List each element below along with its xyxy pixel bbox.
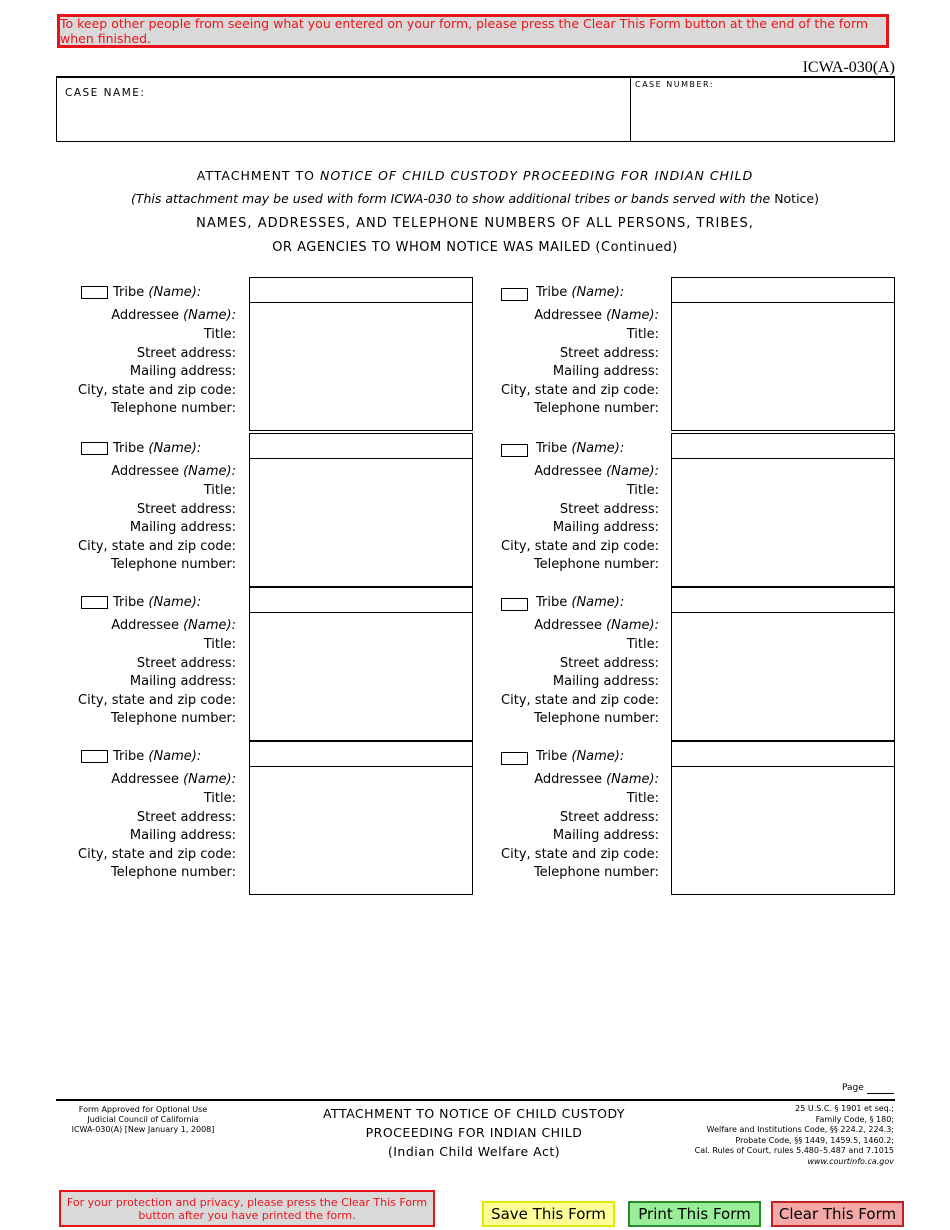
addressee-label — [534, 618, 659, 633]
addressee-details-field[interactable] — [671, 302, 895, 431]
addressee-label — [111, 464, 236, 479]
tribe-label-italic: (Name): — [148, 441, 202, 456]
addressee-label-text: Addressee — [111, 772, 184, 787]
citation-line: Welfare and Institutions Code, §§ 224.2, 224.3; — [706, 1125, 894, 1134]
addressee-details-field[interactable] — [249, 302, 473, 431]
tribe-name-label — [536, 749, 624, 764]
city-label: City, state and zip code: — [501, 538, 659, 554]
tribe-label-text: Tribe — [113, 441, 149, 456]
telephone-label: Telephone number: — [110, 865, 236, 881]
addressee-label-italic: (Name): — [606, 618, 659, 633]
title-label: Title: — [203, 327, 236, 342]
city-label: City, state and zip code: — [501, 692, 659, 708]
case-number-label: CASE NUMBER: — [635, 80, 715, 89]
tribe-name-label — [113, 441, 201, 456]
footer-left-line: Judicial Council of California — [87, 1115, 199, 1124]
mailing-label: Mailing address: — [552, 674, 659, 690]
city-label: City, state and zip code: — [78, 382, 236, 398]
case-name-label: CASE NAME: — [65, 87, 146, 99]
tribe-checkbox[interactable] — [81, 750, 108, 763]
city-label: City, state and zip code: — [78, 538, 236, 554]
mailing-label: Mailing address: — [129, 520, 236, 536]
tribe-checkbox[interactable] — [81, 286, 108, 299]
tribe-name-field[interactable] — [671, 741, 895, 767]
addressee-label — [111, 618, 236, 633]
addressee-label — [534, 772, 659, 787]
tribe-name-field[interactable] — [249, 741, 473, 767]
tribe-name-label — [113, 595, 201, 610]
addressee-label-italic: (Name): — [183, 308, 236, 323]
tribe-checkbox[interactable] — [501, 444, 528, 457]
addressee-details-field[interactable] — [249, 612, 473, 741]
street-label: Street address: — [559, 501, 659, 517]
tribe-label-italic: (Name): — [571, 595, 625, 610]
mailing-label: Mailing address: — [552, 364, 659, 380]
telephone-label: Telephone number: — [533, 401, 659, 417]
footer-citations — [634, 1104, 894, 1167]
tribe-label-italic: (Name): — [571, 749, 625, 764]
street-label: Street address: — [136, 501, 236, 517]
tribe-label-text: Tribe — [536, 441, 572, 456]
addressee-label-italic: (Name): — [183, 464, 236, 479]
addressee-label — [111, 308, 236, 323]
title-label: Title: — [203, 791, 236, 806]
section-heading-line1: NAMES, ADDRESSES, AND TELEPHONE NUMBERS OF ALL PERSONS, TRIBES, — [196, 216, 754, 231]
title-label: Title: — [626, 791, 659, 806]
addressee-details-field[interactable] — [249, 458, 473, 587]
tribe-label-text: Tribe — [536, 749, 572, 764]
footer-title-line: PROCEEDING FOR INDIAN CHILD — [365, 1125, 583, 1140]
footer-left-line: Form Approved for Optional Use — [78, 1105, 208, 1114]
addressee-label-text: Addressee — [111, 464, 184, 479]
tribe-checkbox[interactable] — [81, 442, 108, 455]
city-label: City, state and zip code: — [501, 382, 659, 398]
addressee-details-field[interactable] — [671, 766, 895, 895]
street-label: Street address: — [559, 809, 659, 825]
tribe-checkbox[interactable] — [81, 596, 108, 609]
title-label: Title: — [626, 483, 659, 498]
addressee-label-text: Addressee — [111, 618, 184, 633]
tribe-name-field[interactable] — [249, 587, 473, 613]
tribe-label-text: Tribe — [113, 285, 149, 300]
page-label: Page — [842, 1083, 864, 1093]
tribe-checkbox[interactable] — [501, 288, 528, 301]
title-label: Title: — [203, 637, 236, 652]
privacy-notice-banner — [57, 14, 889, 48]
tribe-checkbox[interactable] — [501, 598, 528, 611]
tribe-label-italic: (Name): — [148, 749, 202, 764]
addressee-label-italic: (Name): — [606, 772, 659, 787]
tribe-name-field[interactable] — [671, 277, 895, 303]
addressee-label-italic: (Name): — [606, 464, 659, 479]
tribe-label-text: Tribe — [113, 595, 149, 610]
addressee-label — [534, 464, 659, 479]
addressee-label-italic: (Name): — [606, 308, 659, 323]
footer-divider — [56, 1099, 895, 1101]
mailing-label: Mailing address: — [129, 828, 236, 844]
clear-form-button[interactable]: Clear This Form — [771, 1201, 904, 1227]
tribe-label-text: Tribe — [113, 749, 149, 764]
telephone-label: Telephone number: — [110, 401, 236, 417]
bottom-privacy-notice: For your protection and privacy, please press the Clear This Form button after you have printed the form. — [59, 1190, 435, 1227]
section-heading-line2: OR AGENCIES TO WHOM NOTICE WAS MAILED (Continued) — [272, 240, 678, 255]
tribe-name-label — [536, 285, 624, 300]
attachment-subtitle — [0, 191, 950, 206]
citation-line: Family Code, § 180; — [815, 1114, 894, 1124]
page-number-field[interactable] — [867, 1093, 894, 1094]
tribe-label-text: Tribe — [536, 285, 572, 300]
mailing-label: Mailing address: — [129, 364, 236, 380]
telephone-label: Telephone number: — [533, 865, 659, 881]
telephone-label: Telephone number: — [110, 711, 236, 727]
save-form-button[interactable]: Save This Form — [482, 1201, 615, 1227]
addressee-label — [111, 772, 236, 787]
case-number-field[interactable] — [631, 78, 894, 142]
attachment-subtitle-italic: (This attachment may be used with form ICWA-030 to show additional tribes or bands served with the — [131, 191, 775, 206]
city-label: City, state and zip code: — [501, 846, 659, 862]
attachment-title — [0, 168, 950, 183]
tribe-name-field[interactable] — [249, 277, 473, 303]
citation-line: Probate Code, §§ 1449, 1459.5, 1460.2; — [735, 1135, 894, 1145]
addressee-details-field[interactable] — [671, 612, 895, 741]
case-header-box — [56, 76, 895, 142]
footer-title-line: ATTACHMENT TO NOTICE OF CHILD CUSTODY — [322, 1106, 626, 1121]
tribe-label-italic: (Name): — [571, 285, 625, 300]
tribe-name-field[interactable] — [671, 587, 895, 613]
print-form-button[interactable]: Print This Form — [628, 1201, 761, 1227]
tribe-checkbox[interactable] — [501, 752, 528, 765]
tribe-name-label — [113, 749, 201, 764]
citation-line: Cal. Rules of Court, rules 5.480–5.487 and 7.1015 — [694, 1146, 894, 1155]
form-number: ICWA-030(A) — [802, 59, 895, 76]
footer-title-line: (Indian Child Welfare Act) — [387, 1144, 561, 1159]
tribe-name-field[interactable] — [671, 433, 895, 459]
tribe-label-italic: (Name): — [571, 441, 625, 456]
mailing-label: Mailing address: — [552, 828, 659, 844]
citation-line: 25 U.S.C. § 1901 et seq.; — [795, 1104, 894, 1113]
telephone-label: Telephone number: — [533, 711, 659, 727]
telephone-label: Telephone number: — [533, 557, 659, 573]
tribe-name-label — [113, 285, 201, 300]
street-label: Street address: — [559, 655, 659, 671]
addressee-details-field[interactable] — [671, 458, 895, 587]
footer-left — [58, 1105, 228, 1135]
city-label: City, state and zip code: — [78, 692, 236, 708]
addressee-label — [534, 308, 659, 323]
addressee-label-text: Addressee — [111, 308, 184, 323]
title-label: Title: — [626, 637, 659, 652]
addressee-label-text: Addressee — [534, 308, 607, 323]
street-label: Street address: — [136, 655, 236, 671]
attachment-title-italic: NOTICE OF CHILD CUSTODY PROCEEDING FOR INDIAN CHILD — [319, 168, 754, 183]
addressee-label-italic: (Name): — [183, 618, 236, 633]
addressee-label-text: Addressee — [534, 618, 607, 633]
street-label: Street address: — [559, 345, 659, 361]
title-label: Title: — [203, 483, 236, 498]
addressee-label-italic: (Name): — [183, 772, 236, 787]
tribe-name-label — [536, 595, 624, 610]
street-label: Street address: — [136, 809, 236, 825]
footer-title — [300, 1104, 648, 1161]
title-label: Title: — [626, 327, 659, 342]
mailing-label: Mailing address: — [552, 520, 659, 536]
tribe-name-label — [536, 441, 624, 456]
tribe-label-italic: (Name): — [148, 285, 202, 300]
addressee-label-text: Addressee — [534, 772, 607, 787]
city-label: City, state and zip code: — [78, 846, 236, 862]
case-name-field[interactable] — [57, 78, 629, 142]
telephone-label: Telephone number: — [110, 557, 236, 573]
tribe-name-field[interactable] — [249, 433, 473, 459]
privacy-notice-text: To keep other people from seeing what you entered on your form, please press the Clear This Form button at the end of the form when finished. — [60, 16, 869, 46]
mailing-label: Mailing address: — [129, 674, 236, 690]
attachment-subtitle-plain: Notice) — [774, 191, 819, 206]
website-link[interactable]: www.courtinfo.ca.gov — [807, 1156, 894, 1166]
street-label: Street address: — [136, 345, 236, 361]
footer-left-line: ICWA-030(A) [New January 1, 2008] — [71, 1125, 215, 1134]
tribe-label-italic: (Name): — [148, 595, 202, 610]
tribe-label-text: Tribe — [536, 595, 572, 610]
attachment-title-plain: ATTACHMENT TO — [196, 168, 320, 183]
addressee-details-field[interactable] — [249, 766, 473, 895]
addressee-label-text: Addressee — [534, 464, 607, 479]
